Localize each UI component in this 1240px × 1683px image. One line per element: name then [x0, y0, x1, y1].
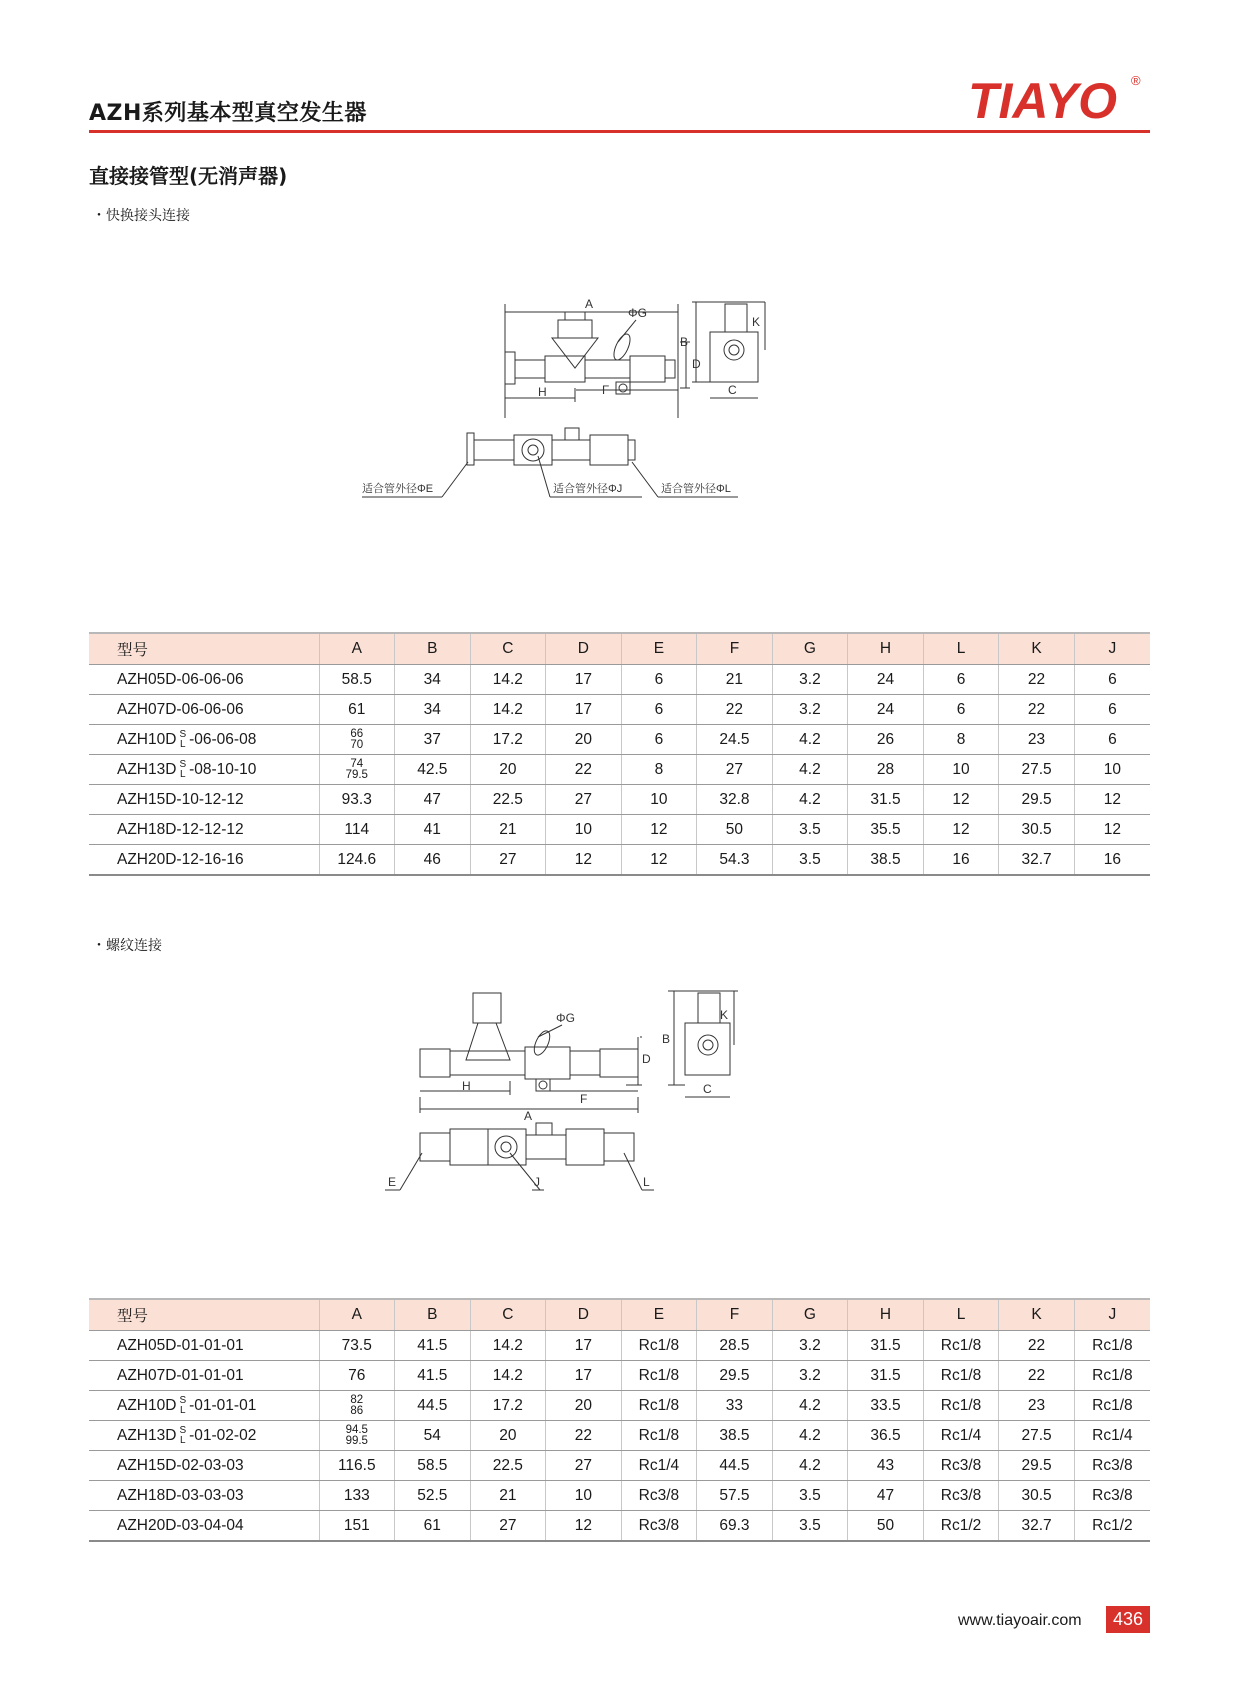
table-row — [89, 1511, 1150, 1542]
registered-mark: ® — [1131, 73, 1141, 88]
model-variant — [179, 1426, 186, 1446]
value-cell — [319, 725, 395, 755]
footer-url[interactable]: www.tiayoair.com — [958, 1612, 1082, 1629]
model-cell — [89, 755, 319, 785]
table-row — [89, 695, 1150, 725]
model-cell: AZH15D-02-03-03 — [89, 1451, 319, 1481]
value-cell: 14.2 — [470, 665, 546, 695]
value-cell: 33 — [697, 1391, 773, 1421]
value-cell: 44.5 — [395, 1391, 471, 1421]
model-prefix: AZH10D — [117, 1396, 177, 1414]
value-cell: 27 — [546, 1451, 622, 1481]
column-header: 型号 — [89, 633, 319, 665]
value-cell: 23 — [999, 725, 1075, 755]
value-cell: 52.5 — [395, 1481, 471, 1511]
thread-connect-drawing — [388, 985, 810, 1235]
table-row — [89, 1421, 1150, 1451]
value-cell: 116.5 — [319, 1451, 395, 1481]
value-cell: 20 — [470, 1421, 546, 1451]
value-cell: 29.5 — [999, 785, 1075, 815]
value-cell: 4.2 — [772, 1421, 848, 1451]
value-cell: 28 — [848, 755, 924, 785]
value-cell: 41 — [395, 815, 471, 845]
value-cell: Rc3/8 — [923, 1451, 999, 1481]
value-cell: 17 — [546, 665, 622, 695]
value-cell: 17 — [546, 1361, 622, 1391]
value-cell: 30.5 — [999, 815, 1075, 845]
value-cell: 17.2 — [470, 1391, 546, 1421]
value-cell: 54 — [395, 1421, 471, 1451]
value-cell: 22 — [999, 1361, 1075, 1391]
model-cell: AZH18D-03-03-03 — [89, 1481, 319, 1511]
value-cell: 21 — [697, 665, 773, 695]
value-cell: 16 — [923, 845, 999, 876]
a-value-l: 70 — [350, 738, 364, 751]
table-row — [89, 1361, 1150, 1391]
value-cell: 14.2 — [470, 1361, 546, 1391]
value-cell: 12 — [546, 1511, 622, 1542]
value-cell: 24.5 — [697, 725, 773, 755]
column-header: G — [772, 633, 848, 665]
a-value-l: 79.5 — [345, 768, 368, 781]
table-row — [89, 845, 1150, 876]
value-cell: 6 — [923, 665, 999, 695]
table-row — [89, 665, 1150, 695]
svg-text:H: H — [462, 1079, 471, 1093]
value-cell: 27 — [546, 785, 622, 815]
value-cell: 29.5 — [999, 1451, 1075, 1481]
model-cell: AZH07D-01-01-01 — [89, 1361, 319, 1391]
table-row — [89, 725, 1150, 755]
variant-l: L — [179, 768, 186, 780]
column-header: A — [319, 1299, 395, 1331]
value-cell: 22 — [999, 665, 1075, 695]
value-cell: 44.5 — [697, 1451, 773, 1481]
value-cell: 38.5 — [697, 1421, 773, 1451]
value-cell: 36.5 — [848, 1421, 924, 1451]
model-cell: AZH18D-12-12-12 — [89, 815, 319, 845]
value-cell: 50 — [697, 815, 773, 845]
value-cell: 28.5 — [697, 1331, 773, 1361]
column-header: J — [1074, 1299, 1150, 1331]
model-cell: AZH05D-01-01-01 — [89, 1331, 319, 1361]
value-cell: 29.5 — [697, 1361, 773, 1391]
value-cell: 50 — [848, 1511, 924, 1542]
column-header: D — [546, 1299, 622, 1331]
value-cell: 3.2 — [772, 695, 848, 725]
value-cell: 4.2 — [772, 755, 848, 785]
value-cell: 4.2 — [772, 1451, 848, 1481]
svg-text:L: L — [643, 1175, 650, 1189]
value-cell: 21 — [470, 815, 546, 845]
variant-l: L — [179, 738, 186, 750]
value-cell: Rc1/2 — [1074, 1511, 1150, 1542]
variant-s: S — [179, 728, 187, 740]
svg-text:F: F — [580, 1092, 588, 1106]
value-cell: 22 — [999, 1331, 1075, 1361]
svg-text:适合管外径ΦL: 适合管外径ΦL — [661, 483, 731, 495]
value-cell: 4.2 — [772, 785, 848, 815]
value-cell: 42.5 — [395, 755, 471, 785]
value-cell: Rc1/8 — [1074, 1391, 1150, 1421]
brand-name: TIAYO — [968, 73, 1118, 129]
value-cell: 27.5 — [999, 755, 1075, 785]
model-cell: AZH20D-03-04-04 — [89, 1511, 319, 1542]
value-cell: Rc3/8 — [621, 1511, 697, 1542]
value-cell: 20 — [546, 725, 622, 755]
value-cell: 22 — [999, 695, 1075, 725]
value-cell: 31.5 — [848, 785, 924, 815]
value-cell: 22 — [546, 755, 622, 785]
value-cell: 22 — [697, 695, 773, 725]
value-cell — [319, 755, 395, 785]
value-cell: 12 — [621, 845, 697, 876]
value-cell: 31.5 — [848, 1361, 924, 1391]
value-cell: 8 — [621, 755, 697, 785]
value-cell: Rc1/8 — [621, 1391, 697, 1421]
value-cell: 41.5 — [395, 1331, 471, 1361]
value-cell: 34 — [395, 665, 471, 695]
value-cell: Rc1/4 — [1074, 1421, 1150, 1451]
value-cell: 14.2 — [470, 695, 546, 725]
a-value-s: 94.5 — [345, 1423, 368, 1436]
value-cell: Rc1/8 — [621, 1331, 697, 1361]
value-cell: 30.5 — [999, 1481, 1075, 1511]
value-cell: 8 — [923, 725, 999, 755]
value-cell: 12 — [1074, 785, 1150, 815]
column-header: E — [621, 633, 697, 665]
value-cell: 61 — [395, 1511, 471, 1542]
table-row — [89, 785, 1150, 815]
value-cell: 3.2 — [772, 1331, 848, 1361]
value-cell: 10 — [546, 1481, 622, 1511]
value-cell: 133 — [319, 1481, 395, 1511]
value-cell: 32.7 — [999, 845, 1075, 876]
svg-text:A: A — [524, 1109, 533, 1123]
model-cell: AZH05D-06-06-06 — [89, 665, 319, 695]
svg-text:B: B — [680, 335, 689, 349]
model-prefix: AZH13D — [117, 1426, 177, 1444]
a-values — [346, 1425, 368, 1447]
value-cell: 12 — [923, 815, 999, 845]
value-cell: Rc1/8 — [923, 1391, 999, 1421]
column-header: K — [999, 1299, 1075, 1331]
model-suffix: -01-01-01 — [189, 1396, 257, 1414]
column-header: L — [923, 1299, 999, 1331]
model-cell — [89, 1421, 319, 1451]
variant-l: L — [179, 1404, 186, 1416]
value-cell: 57.5 — [697, 1481, 773, 1511]
value-cell: Rc1/8 — [1074, 1331, 1150, 1361]
value-cell: Rc1/2 — [923, 1511, 999, 1542]
table-row — [89, 755, 1150, 785]
svg-text:D: D — [642, 1052, 651, 1066]
page-title: AZH系列基本型真空发生器 — [89, 101, 367, 126]
value-cell: 12 — [621, 815, 697, 845]
value-cell: 17.2 — [470, 725, 546, 755]
value-cell: 43 — [848, 1451, 924, 1481]
model-variant — [179, 1396, 186, 1416]
svg-text:适合管外径ΦJ: 适合管外径ΦJ — [553, 483, 623, 495]
value-cell: 14.2 — [470, 1331, 546, 1361]
value-cell: 34 — [395, 695, 471, 725]
value-cell: 38.5 — [848, 845, 924, 876]
value-cell: 22.5 — [470, 1451, 546, 1481]
value-cell: 32.7 — [999, 1511, 1075, 1542]
variant-l: L — [179, 1434, 186, 1446]
column-header: H — [848, 633, 924, 665]
value-cell: 58.5 — [395, 1451, 471, 1481]
value-cell: 12 — [923, 785, 999, 815]
value-cell: 3.5 — [772, 815, 848, 845]
value-cell: 27 — [470, 1511, 546, 1542]
value-cell: 6 — [923, 695, 999, 725]
value-cell: 16 — [1074, 845, 1150, 876]
value-cell: 46 — [395, 845, 471, 876]
value-cell: Rc1/8 — [621, 1361, 697, 1391]
column-header: C — [470, 1299, 546, 1331]
table-row — [89, 1331, 1150, 1361]
section-title: 直接接管型(无消声器) — [89, 164, 288, 188]
variant-s: S — [179, 1424, 187, 1436]
value-cell: 24 — [848, 695, 924, 725]
value-cell: 47 — [848, 1481, 924, 1511]
value-cell: 151 — [319, 1511, 395, 1542]
svg-text:C: C — [703, 1082, 712, 1096]
value-cell — [319, 1391, 395, 1421]
model-variant — [179, 730, 186, 750]
column-header: F — [697, 1299, 773, 1331]
value-cell: 20 — [470, 755, 546, 785]
value-cell: 17 — [546, 1331, 622, 1361]
column-header: J — [1074, 633, 1150, 665]
model-cell: AZH07D-06-06-06 — [89, 695, 319, 725]
value-cell: 6 — [1074, 695, 1150, 725]
value-cell: 10 — [923, 755, 999, 785]
column-header: E — [621, 1299, 697, 1331]
svg-text:D: D — [692, 357, 701, 371]
value-cell: 10 — [546, 815, 622, 845]
value-cell: 69.3 — [697, 1511, 773, 1542]
value-cell: 3.5 — [772, 845, 848, 876]
table-row — [89, 1451, 1150, 1481]
model-cell — [89, 725, 319, 755]
value-cell: Rc1/8 — [923, 1331, 999, 1361]
value-cell: 3.2 — [772, 665, 848, 695]
value-cell: Rc3/8 — [1074, 1451, 1150, 1481]
value-cell: 114 — [319, 815, 395, 845]
column-header: 型号 — [89, 1299, 319, 1331]
column-header: B — [395, 1299, 471, 1331]
model-cell — [89, 1391, 319, 1421]
value-cell: Rc1/8 — [1074, 1361, 1150, 1391]
a-value-l: 86 — [350, 1404, 364, 1417]
value-cell: 58.5 — [319, 665, 395, 695]
table-row — [89, 815, 1150, 845]
value-cell: 3.5 — [772, 1511, 848, 1542]
svg-text:H: H — [538, 385, 547, 399]
value-cell: 93.3 — [319, 785, 395, 815]
value-cell: 35.5 — [848, 815, 924, 845]
header-rule — [89, 130, 1150, 133]
value-cell: 22.5 — [470, 785, 546, 815]
value-cell: Rc1/8 — [621, 1421, 697, 1451]
column-header: H — [848, 1299, 924, 1331]
value-cell: 3.5 — [772, 1481, 848, 1511]
svg-text:适合管外径ΦE: 适合管外径ΦE — [362, 483, 434, 495]
value-cell: 27.5 — [999, 1421, 1075, 1451]
svg-text:E: E — [388, 1175, 397, 1189]
value-cell — [319, 1421, 395, 1451]
svg-text:C: C — [728, 383, 737, 397]
tiayo-logo — [968, 70, 1143, 130]
value-cell: 32.8 — [697, 785, 773, 815]
table-header-row — [89, 633, 1150, 665]
value-cell: Rc3/8 — [1074, 1481, 1150, 1511]
value-cell: 76 — [319, 1361, 395, 1391]
svg-text:B: B — [662, 1032, 671, 1046]
column-header: F — [697, 633, 773, 665]
a-value-s: 82 — [350, 1393, 364, 1406]
value-cell: 31.5 — [848, 1331, 924, 1361]
thread-connect-heading: ・螺纹连接 — [92, 938, 162, 954]
column-header: C — [470, 633, 546, 665]
a-values — [350, 729, 363, 751]
value-cell: 54.3 — [697, 845, 773, 876]
page-number: 436 — [1106, 1606, 1150, 1633]
value-cell: 4.2 — [772, 725, 848, 755]
svg-text:ΦG: ΦG — [628, 306, 647, 320]
value-cell: 6 — [621, 725, 697, 755]
model-suffix: -01-02-02 — [189, 1426, 257, 1444]
model-prefix: AZH10D — [117, 730, 177, 748]
value-cell: 6 — [621, 695, 697, 725]
model-cell: AZH20D-12-16-16 — [89, 845, 319, 876]
model-suffix: -08-10-10 — [189, 760, 257, 778]
value-cell: 27 — [470, 845, 546, 876]
svg-text:A: A — [585, 297, 594, 311]
value-cell: 21 — [470, 1481, 546, 1511]
value-cell: 10 — [1074, 755, 1150, 785]
quick-connect-drawing — [362, 290, 840, 540]
table-header-row — [89, 1299, 1150, 1331]
svg-text:K: K — [752, 315, 761, 329]
value-cell: Rc1/4 — [621, 1451, 697, 1481]
a-values — [350, 1395, 363, 1417]
value-cell: 10 — [621, 785, 697, 815]
quick-connect-table — [89, 632, 1150, 876]
value-cell: 6 — [1074, 665, 1150, 695]
svg-text:F: F — [602, 383, 610, 397]
variant-s: S — [179, 1394, 187, 1406]
svg-text:K: K — [720, 1008, 729, 1022]
svg-text:J: J — [534, 1175, 540, 1189]
value-cell: Rc3/8 — [923, 1481, 999, 1511]
value-cell: 20 — [546, 1391, 622, 1421]
thread-connect-table — [89, 1298, 1150, 1542]
a-values — [346, 759, 368, 781]
value-cell: 37 — [395, 725, 471, 755]
model-suffix: -06-06-08 — [189, 730, 257, 748]
a-value-s: 66 — [350, 727, 364, 740]
column-header: K — [999, 633, 1075, 665]
value-cell: 73.5 — [319, 1331, 395, 1361]
variant-s: S — [179, 758, 187, 770]
value-cell: 6 — [621, 665, 697, 695]
value-cell: 61 — [319, 695, 395, 725]
value-cell: 33.5 — [848, 1391, 924, 1421]
value-cell: 12 — [546, 845, 622, 876]
value-cell: 23 — [999, 1391, 1075, 1421]
a-value-l: 99.5 — [345, 1434, 368, 1447]
value-cell: 4.2 — [772, 1391, 848, 1421]
value-cell: 26 — [848, 725, 924, 755]
value-cell: Rc3/8 — [621, 1481, 697, 1511]
value-cell: 17 — [546, 695, 622, 725]
svg-text:ΦG: ΦG — [556, 1011, 575, 1025]
column-header: B — [395, 633, 471, 665]
a-value-s: 74 — [350, 757, 364, 770]
value-cell: 27 — [697, 755, 773, 785]
value-cell: 22 — [546, 1421, 622, 1451]
table-row — [89, 1481, 1150, 1511]
value-cell: 124.6 — [319, 845, 395, 876]
value-cell: Rc1/4 — [923, 1421, 999, 1451]
column-header: D — [546, 633, 622, 665]
value-cell: 6 — [1074, 725, 1150, 755]
value-cell: 47 — [395, 785, 471, 815]
column-header: G — [772, 1299, 848, 1331]
value-cell: 24 — [848, 665, 924, 695]
value-cell: 3.2 — [772, 1361, 848, 1391]
column-header: A — [319, 633, 395, 665]
model-cell: AZH15D-10-12-12 — [89, 785, 319, 815]
model-prefix: AZH13D — [117, 760, 177, 778]
table-row — [89, 1391, 1150, 1421]
model-variant — [179, 760, 186, 780]
column-header: L — [923, 633, 999, 665]
quick-connect-heading: ・快换接头连接 — [92, 208, 190, 224]
value-cell: 12 — [1074, 815, 1150, 845]
value-cell: Rc1/8 — [923, 1361, 999, 1391]
value-cell: 41.5 — [395, 1361, 471, 1391]
